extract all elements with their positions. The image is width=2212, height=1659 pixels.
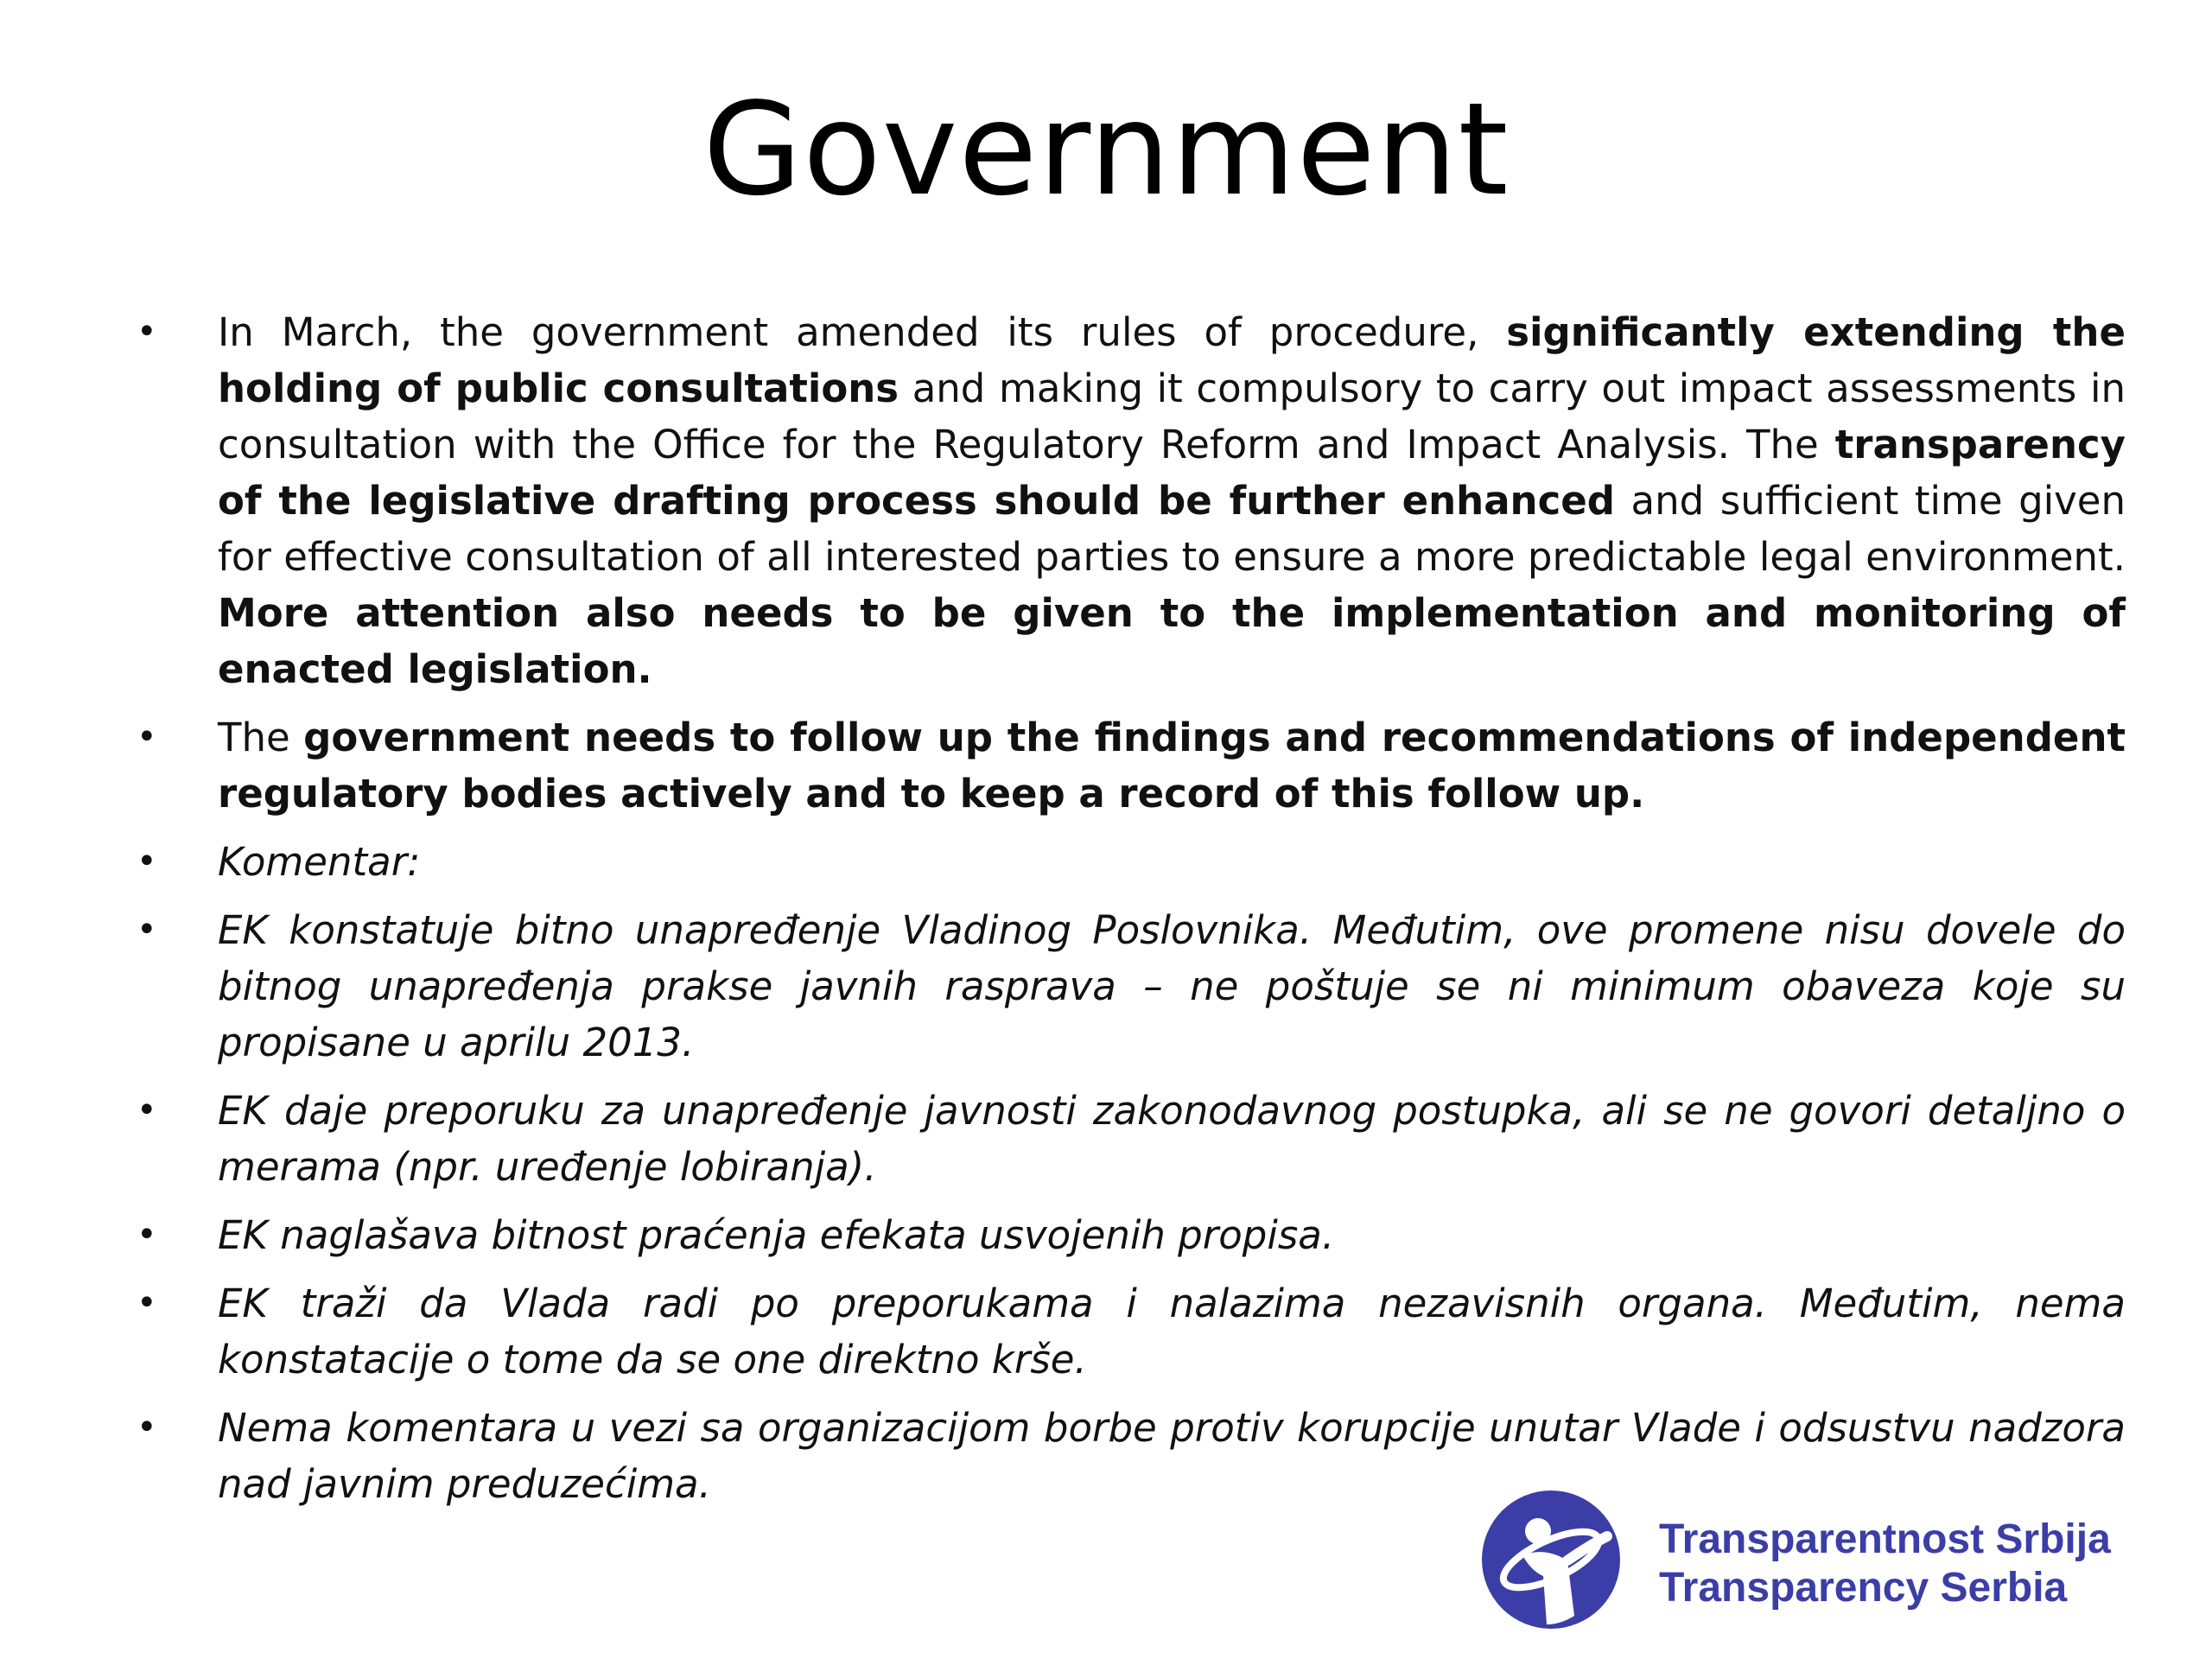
bullet-item: [0, 304, 2212, 697]
bullet-item: [0, 1083, 2212, 1195]
transparency-globe-icon: [1478, 1486, 1624, 1633]
bullet-dot: •: [137, 1283, 157, 1323]
bullet-text: [218, 839, 420, 885]
transparency-serbia-logo: [1478, 1486, 2186, 1633]
bullet-text-segment: In March, the government amended its rules of procedure,: [218, 309, 1507, 355]
bullet-bold-segment: transparency of the legislative drafting process should be further enhanced: [218, 422, 2126, 524]
bullet-dot: •: [137, 842, 157, 881]
bullet-item: [0, 902, 2212, 1071]
bullet-text-segment: Nema komentara u vezi sa organizacijom borbe protiv korupcije unutar Vlade i odsustvu nadzora nad javnim preduzećima.: [218, 1405, 2126, 1507]
bullet-text-segment: EK naglašava bitnost praćenja efekata usvojenih propisa.: [218, 1212, 1335, 1258]
bullet-bold-segment: government needs to follow up the findings and recommendations of independent regulatory bodies actively and to keep a record of this follow up.: [218, 715, 2126, 817]
bullet-dot: •: [137, 312, 157, 352]
bullet-dot: •: [137, 1215, 157, 1255]
bullet-item: [0, 1207, 2212, 1263]
slide-title: Government: [702, 75, 1510, 224]
bullet-text: [218, 715, 2126, 817]
bullet-dot: •: [137, 717, 157, 757]
bullet-text: [218, 309, 2126, 692]
bullet-text-segment: and making it compulsory to carry out impact assessments in consultation with the Office for the Regulatory Reform and Impact Analysis. The: [218, 365, 2126, 467]
bullet-item: [0, 834, 2212, 890]
bullet-dot: •: [137, 910, 157, 950]
bullet-text-segment: EK konstatuje bitno unapređenje Vladinog Poslovnika. Međutim, ove promene nisu dovele do bitnog unapređenja prakse javnih rasprava – ne poštuje se ni minimum obaveza koje su propisane u aprilu 2013.: [218, 907, 2126, 1065]
bullet-text-segment: EK traži da Vlada radi po preporukama i nalazima nezavisnih organa. Međutim, nema konstatacije o tome da se one direktno krše.: [218, 1281, 2126, 1382]
bullet-text-segment: and sufficient time given for effective consultation of all interested parties to ensure a more predictable legal environment.: [218, 478, 2126, 580]
bullet-item: [0, 709, 2212, 822]
bullet-list: [0, 304, 2212, 1524]
bullet-text-segment: EK daje preporuku za unapređenje javnosti zakonodavnog postupka, ali se ne govori detaljno o merama (npr. uređenje lobiranja).: [218, 1088, 2126, 1190]
bullet-bold-segment: significantly extending the holding of public consultations: [218, 309, 2126, 411]
bullet-text-segment: The: [218, 715, 304, 760]
bullet-bold-segment: More attention also needs to be given to the implementation and monitoring of enacted legislation.: [218, 590, 2126, 692]
logo-line-1: Transparentnost Srbija: [1659, 1516, 2111, 1562]
bullet-text: [218, 1212, 1334, 1258]
bullet-dot: •: [137, 1090, 157, 1130]
logo-text: [1659, 1516, 2111, 1612]
bullet-text-segment: Komentar:: [218, 839, 421, 885]
bullet-dot: •: [137, 1408, 157, 1447]
bullet-text: [218, 907, 2126, 1065]
bullet-item: [0, 1275, 2212, 1388]
logo-line-2: Transparency Serbia: [1659, 1565, 2068, 1611]
bullet-text: [218, 1088, 2126, 1190]
bullet-text: [218, 1281, 2126, 1382]
